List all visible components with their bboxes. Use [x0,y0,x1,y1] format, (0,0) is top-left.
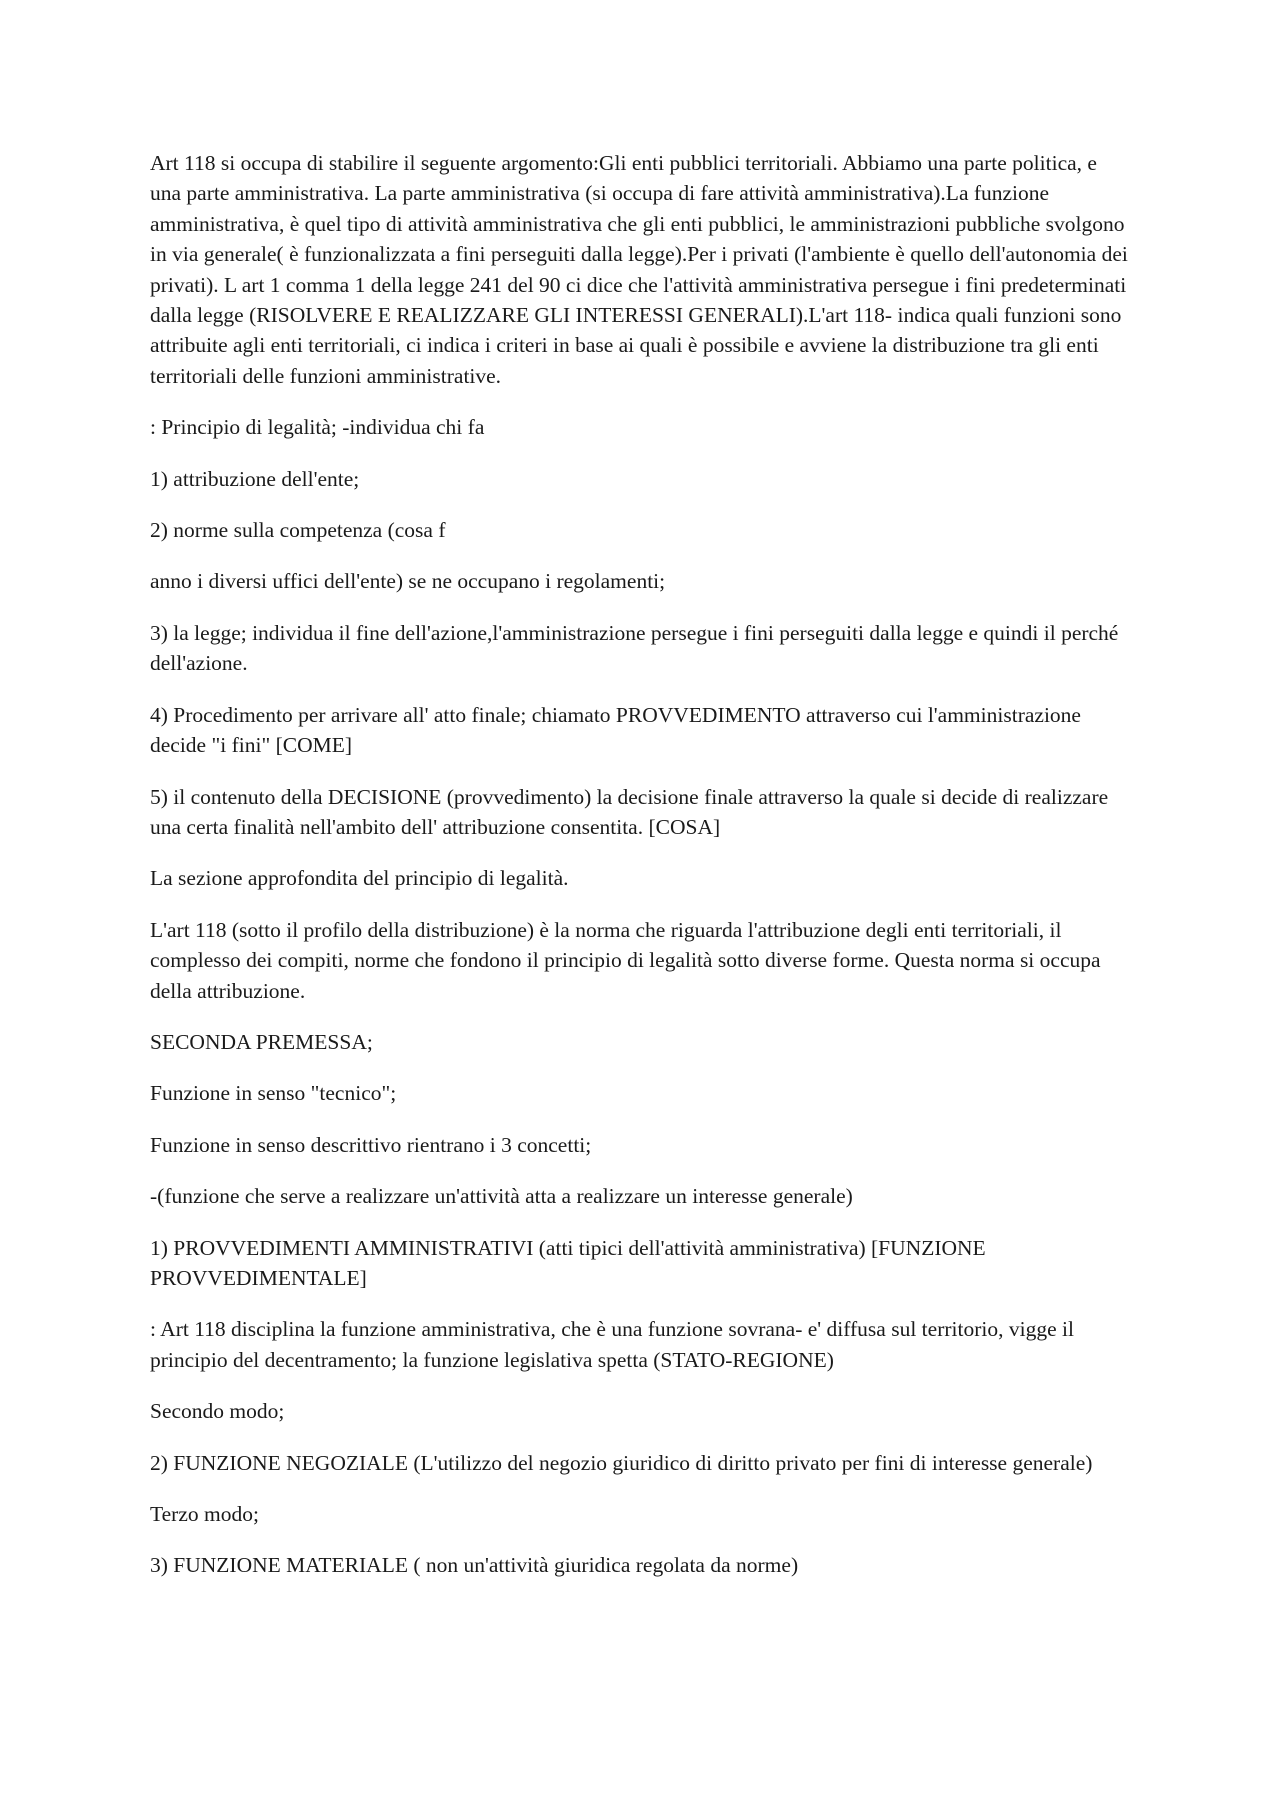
paragraph-item-5: 5) il contenuto della DECISIONE (provvedimento) la decisione finale attraverso la quale si decide di realizzare una certa finalità nell'ambito dell' attribuzione consentita. [COSA] [150,784,1109,839]
document-page [150,148,1130,1602]
paragraph-intro: Art 118 si occupa di stabilire il seguente argomento:Gli enti pubblici territoriali. Abbiamo una parte politica, e una parte amministrativa. La parte amministrativa (si occupa di fare attività amministrativa).La funzione amministrativa, è quel tipo di attività amministrativa che gli enti pubblici, le amministrazioni pubbliche svolgono in via generale( è funzionalizzata a fini perseguiti dalla legge).Per i privati (l'ambiente è quello dell'autonomia dei privati). L art 1 comma 1 della legge 241 del 90 ci dice che l'attività amministrativa persegue i fini predeterminati dalla legge (RISOLVERE E REALIZZARE GLI INTERESSI GENERALI).L'art 118- indica quali funzioni sono attribuite agli enti territoriali, ci indica i criteri in base ai quali è possibile e avviene la distribuzione tra gli enti territoriali delle funzioni amministrative. [150,151,1128,388]
paragraph-art-118: L'art 118 (sotto il profilo della distribuzione) è la norma che riguarda l'attribuzione degli enti territoriali, il complesso dei compiti, norme che fondono il principio di legalità sotto diverse forme. Questa norma si occupa della attribuzione. [150,917,1101,1003]
paragraph-secondo-modo: Secondo modo; [150,1399,285,1424]
paragraph-item-4: 4) Procedimento per arrivare all' atto finale; chiamato PROVVEDIMENTO attraverso cui l'amministrazione decide "i fini" [COME] [150,702,1081,758]
paragraph-funzione-negoziale: 2) FUNZIONE NEGOZIALE (L'utilizzo del negozio giuridico di diritto privato per fini di interesse generale) [150,1450,1093,1475]
paragraph-funzione-descrittivo: Funzione in senso descrittivo rientrano i 3 concetti; [150,1132,592,1157]
paragraph-item-2-continued: anno i diversi uffici dell'ente) se ne occupano i regolamenti; [150,569,666,594]
paragraph-terzo-modo: Terzo modo; [150,1502,259,1526]
paragraph-sezione: La sezione approfondita del principio di legalità. [150,866,569,891]
paragraph-art-118-funzione: : Art 118 disciplina la funzione amministrativa, che è una funzione sovrana- e' diffusa sul territorio, vigge il principio del decentramento; la funzione legislativa spetta (STATO-REGIONE) [150,1317,1074,1372]
paragraph-seconda-premessa: SECONDA PREMESSA; [150,1029,373,1054]
paragraph-item-3: 3) la legge; individua il fine dell'azione,l'amministrazione persegue i fini perseguiti dalla legge e quindi il perché dell'azione. [150,620,1119,676]
paragraph-funzione-tecnico: Funzione in senso "tecnico"; [150,1081,397,1106]
paragraph-funzione-definizione: -(funzione che serve a realizzare un'attività atta a realizzare un interesse generale) [150,1184,853,1209]
paragraph-provvedimenti: 1) PROVVEDIMENTI AMMINISTRATIVI (atti tipici dell'attività amministrativa) [FUNZIONE PROVVEDIMENTALE] [150,1235,986,1290]
paragraph-item-1: 1) attribuzione dell'ente; [150,466,360,491]
paragraph-principio-legalita: : Principio di legalità; -individua chi fa [150,415,485,440]
paragraph-item-2: 2) norme sulla competenza (cosa f [150,518,446,543]
paragraph-funzione-materiale: 3) FUNZIONE MATERIALE ( non un'attività giuridica regolata da norme) [150,1553,799,1578]
